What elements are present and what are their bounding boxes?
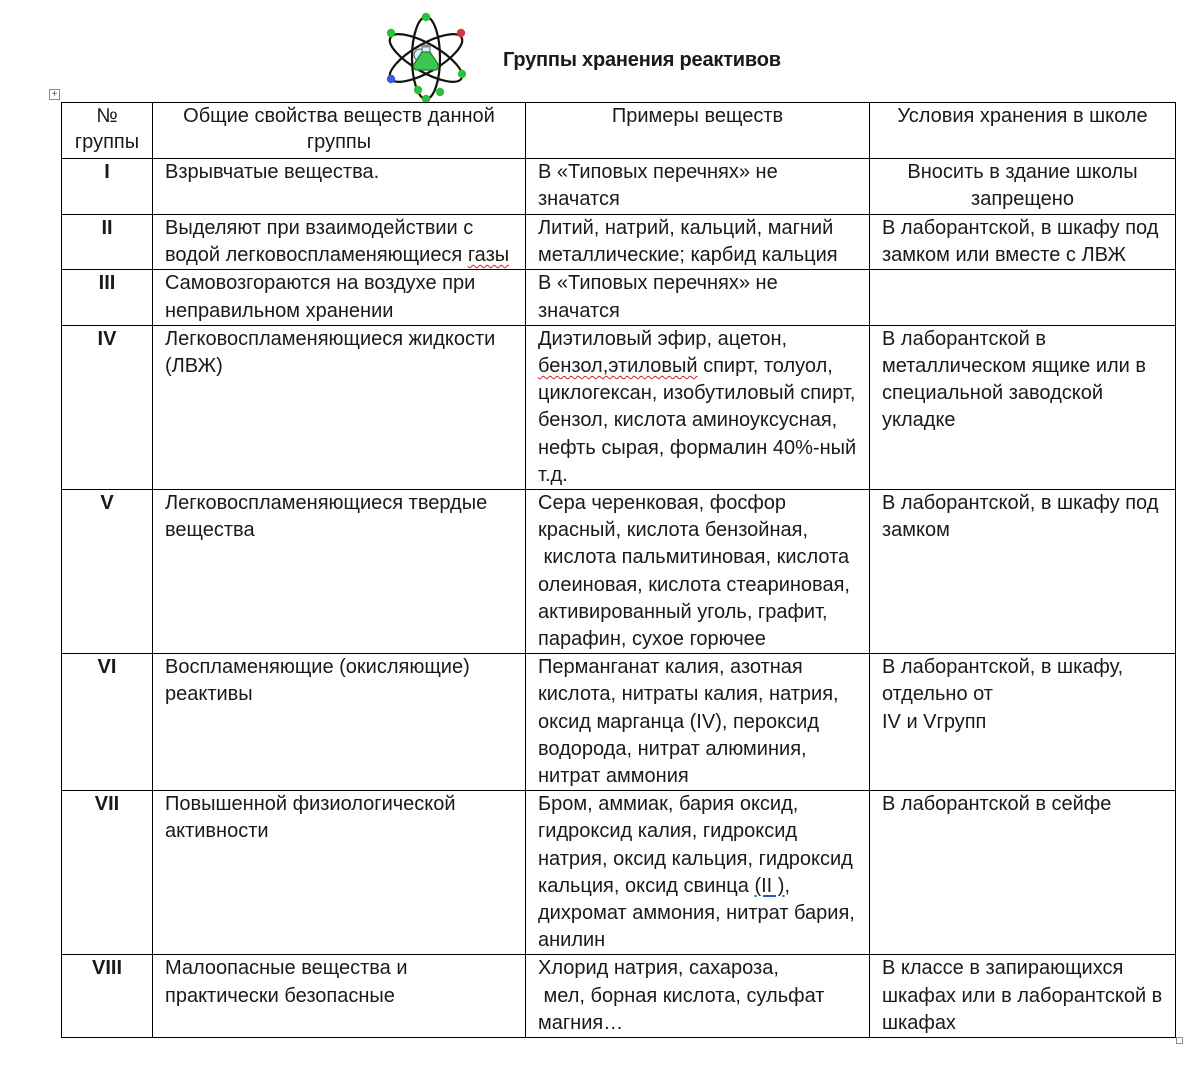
group-examples bbox=[526, 791, 870, 955]
group-properties: Легковоспламеняющиеся жидкости (ЛВЖ) bbox=[153, 325, 526, 489]
examples-line: мел, борная кислота, сульфат bbox=[538, 984, 825, 1007]
examples-line: Хлорид натрия, сахароза, bbox=[538, 957, 779, 980]
group-number: II bbox=[62, 215, 153, 270]
group-examples bbox=[526, 325, 870, 489]
examples-text: , дихромат аммония, нитрат бария, анилин bbox=[538, 874, 855, 952]
group-number: V bbox=[62, 490, 153, 654]
spellcheck-word[interactable]: газы bbox=[467, 244, 510, 267]
group-number: III bbox=[62, 270, 153, 325]
document-title: Группы хранения реактивов bbox=[503, 49, 781, 71]
group-number: IV bbox=[62, 325, 153, 489]
examples-text: спирт, толуол, циклогексан, изобутиловый спирт, бензол, кислота аминоуксусная, нефть сырая, формалин 40%-ный т.д. bbox=[538, 355, 857, 486]
group-number: VII bbox=[62, 791, 153, 955]
group-storage: Вносить в здание школы запрещено bbox=[870, 159, 1176, 215]
header-examples: Примеры веществ bbox=[526, 103, 870, 159]
examples-line: Сера черенковая, фосфор bbox=[538, 492, 787, 515]
group-properties: Легковоспламеняющиеся твердые вещества bbox=[153, 490, 526, 654]
table-row bbox=[62, 325, 1176, 489]
group-examples: Литий, натрий, кальций, магний металлические; карбид кальция bbox=[526, 215, 870, 270]
storage-line: отдельно от bbox=[882, 683, 993, 706]
underlined-text[interactable]: (II ) bbox=[754, 874, 785, 897]
atom-flask-icon bbox=[382, 12, 470, 104]
storage-groups-table bbox=[61, 102, 1176, 1038]
table-row bbox=[62, 654, 1176, 791]
group-properties: Повышенной физиологической активности bbox=[153, 791, 526, 955]
examples-line: активированный уголь, графит, bbox=[538, 600, 828, 623]
storage-line: В лаборантской, в шкафу, bbox=[882, 656, 1124, 679]
spellcheck-word[interactable]: бензол,этиловый bbox=[538, 355, 698, 378]
table-row bbox=[62, 215, 1176, 270]
table-move-handle[interactable]: + bbox=[49, 89, 60, 100]
group-storage: В лаборантской, в шкафу под замком или вместе с ЛВЖ bbox=[870, 215, 1176, 270]
examples-line: парафин, сухое горючее bbox=[538, 628, 766, 651]
group-storage: В классе в запирающихся шкафах или в лаборантской в шкафах bbox=[870, 955, 1176, 1038]
header-properties: Общие свойства веществ данной группы bbox=[153, 103, 526, 159]
group-examples bbox=[526, 955, 870, 1038]
examples-line: олеиновая, кислота стеариновая, bbox=[538, 573, 850, 596]
header-group-number: № группы bbox=[62, 103, 153, 159]
table-row bbox=[62, 791, 1176, 955]
table-resize-handle[interactable] bbox=[1176, 1037, 1183, 1044]
group-examples: В «Типовых перечнях» не значатся bbox=[526, 270, 870, 325]
table-header-row bbox=[62, 103, 1176, 159]
examples-line: кислота пальмитиновая, кислота bbox=[538, 546, 850, 569]
storage-line: IV и Vгрупп bbox=[882, 710, 987, 733]
group-number: VI bbox=[62, 654, 153, 791]
group-properties bbox=[153, 215, 526, 270]
group-number: I bbox=[62, 159, 153, 215]
group-number: VIII bbox=[62, 955, 153, 1038]
table-row bbox=[62, 159, 1176, 215]
group-examples: Перманганат калия, азотная кислота, нитраты калия, натрия, оксид марганца (IV), пероксид водорода, нитрат алюминия, нитрат аммония bbox=[526, 654, 870, 791]
examples-line: красный, кислота бензойная, bbox=[538, 519, 809, 542]
group-storage: В лаборантской в сейфе bbox=[870, 791, 1176, 955]
header-storage: Условия хранения в школе bbox=[870, 103, 1176, 159]
examples-line: магния… bbox=[538, 1011, 624, 1034]
group-examples: В «Типовых перечнях» не значатся bbox=[526, 159, 870, 215]
table-row bbox=[62, 955, 1176, 1038]
group-properties: Взрывчатые вещества. bbox=[153, 159, 526, 215]
properties-line: Выделяют при взаимодействии с bbox=[165, 217, 474, 239]
group-storage bbox=[870, 654, 1176, 791]
examples-text: Диэтиловый эфир, ацетон, bbox=[538, 327, 788, 350]
properties-line: водой легковоспламеняющиеся bbox=[165, 244, 468, 267]
examples-text: Бром, аммиак, бария оксид, гидроксид калия, гидроксид натрия, оксид кальция, гидроксид кальция, оксид свинца bbox=[538, 793, 853, 897]
group-storage: В лаборантской в металлическом ящике или в специальной заводской укладке bbox=[870, 325, 1176, 489]
group-properties: Самовозгораются на воздухе при неправильном хранении bbox=[153, 270, 526, 325]
group-properties: Малоопасные вещества и практически безопасные bbox=[153, 955, 526, 1038]
group-storage: В лаборантской, в шкафу под замком bbox=[870, 490, 1176, 654]
table-row bbox=[62, 270, 1176, 325]
table-row bbox=[62, 490, 1176, 654]
group-properties: Воспламеняющие (окисляющие) реактивы bbox=[153, 654, 526, 791]
group-examples bbox=[526, 490, 870, 654]
group-storage bbox=[870, 270, 1176, 325]
